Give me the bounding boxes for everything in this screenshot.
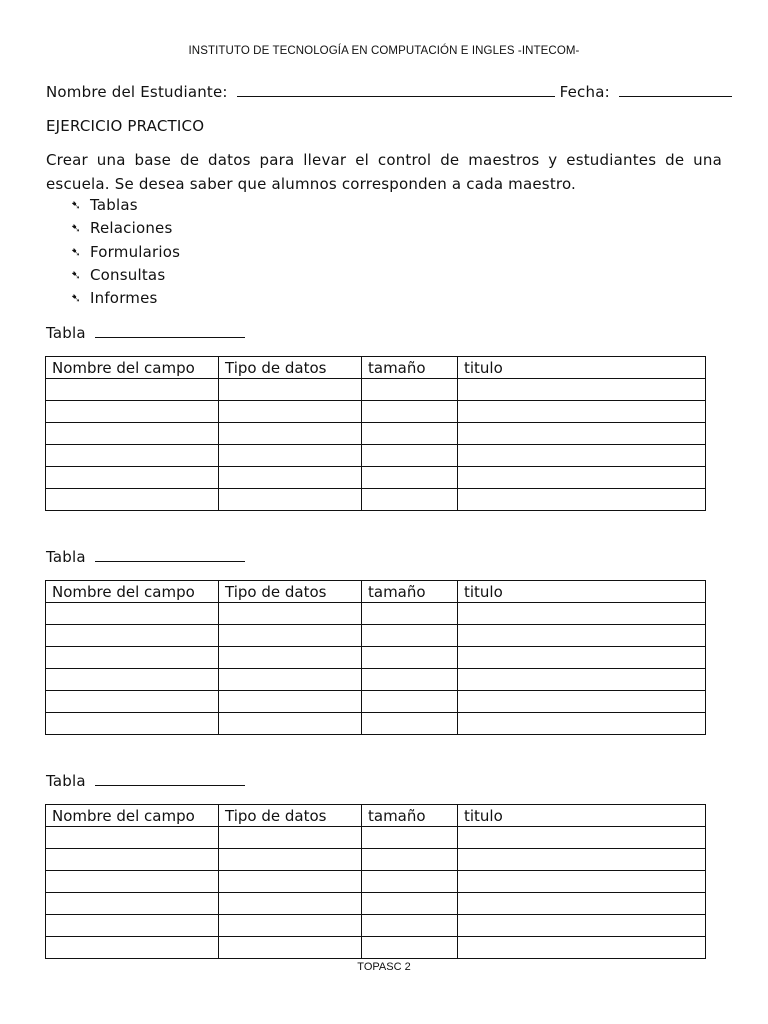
table-cell[interactable] <box>219 379 362 401</box>
table-cell[interactable] <box>46 625 219 647</box>
institute-header: INSTITUTO DE TECNOLOGÍA EN COMPUTACIÓN E INGLES -INTECOM- <box>188 45 580 57</box>
date-label: Fecha: <box>559 83 610 101</box>
table-header-row <box>46 805 706 827</box>
list-item-label: Informes <box>90 289 158 308</box>
table-cell[interactable] <box>458 827 706 849</box>
exercise-description: Crear una base de datos para llevar el control de maestros y estudiantes de una escuela. Se desea saber que alumnos corresponden a cada maestro. <box>46 151 722 193</box>
table-cell[interactable] <box>458 603 706 625</box>
table-row <box>46 401 706 423</box>
table-cell[interactable] <box>458 401 706 423</box>
table-cell[interactable] <box>362 691 458 713</box>
table-row <box>46 647 706 669</box>
column-header: Nombre del campo <box>46 357 219 379</box>
table-cell[interactable] <box>219 915 362 937</box>
table-cell[interactable] <box>362 871 458 893</box>
table-cell[interactable] <box>458 691 706 713</box>
list-item <box>68 194 180 217</box>
table-cell[interactable] <box>219 603 362 625</box>
table-cell[interactable] <box>458 871 706 893</box>
table-cell[interactable] <box>219 937 362 959</box>
column-header: titulo <box>458 581 706 603</box>
table-cell[interactable] <box>46 849 219 871</box>
table-cell[interactable] <box>362 647 458 669</box>
table-cell[interactable] <box>458 423 706 445</box>
wave-arrow-icon: ➷ <box>70 267 82 282</box>
table-cell[interactable] <box>46 713 219 735</box>
table-cell[interactable] <box>46 401 219 423</box>
table-cell[interactable] <box>362 669 458 691</box>
table-row <box>46 937 706 959</box>
table-cell[interactable] <box>458 669 706 691</box>
list-item-label: Relaciones <box>90 219 173 238</box>
table-cell[interactable] <box>219 691 362 713</box>
table-cell[interactable] <box>219 647 362 669</box>
table-cell[interactable] <box>458 849 706 871</box>
table-cell[interactable] <box>219 445 362 467</box>
column-header: Tipo de datos <box>219 581 362 603</box>
table-cell[interactable] <box>362 489 458 511</box>
column-header: Nombre del campo <box>46 805 219 827</box>
table-cell[interactable] <box>46 871 219 893</box>
list-item-label: Consultas <box>90 265 166 284</box>
table-cell[interactable] <box>46 647 219 669</box>
table-name-line <box>46 547 245 566</box>
table-cell[interactable] <box>362 937 458 959</box>
table-row <box>46 625 706 647</box>
column-header: Tipo de datos <box>219 357 362 379</box>
table-name-blank[interactable] <box>95 323 245 338</box>
table-cell[interactable] <box>219 401 362 423</box>
table-cell[interactable] <box>219 827 362 849</box>
wave-arrow-icon: ➷ <box>70 198 82 212</box>
table-row <box>46 423 706 445</box>
table-cell[interactable] <box>458 379 706 401</box>
wave-arrow-icon: ➷ <box>70 244 82 259</box>
list-item-label: Formularios <box>90 242 181 261</box>
table-cell[interactable] <box>46 937 219 959</box>
student-name-label: Nombre del Estudiante: <box>46 83 228 101</box>
date-blank[interactable] <box>619 82 732 97</box>
table-name-label: Tabla <box>46 772 86 790</box>
table-cell[interactable] <box>46 445 219 467</box>
table-cell[interactable] <box>219 849 362 871</box>
table-cell[interactable] <box>362 827 458 849</box>
table-cell[interactable] <box>46 827 219 849</box>
table-name-line <box>46 771 245 790</box>
table-row <box>46 669 706 691</box>
table-cell[interactable] <box>458 467 706 489</box>
page-footer: TOPASC 2 <box>357 961 411 973</box>
table-cell[interactable] <box>219 871 362 893</box>
table-row <box>46 713 706 735</box>
list-item <box>68 287 180 310</box>
table-header-row <box>46 357 706 379</box>
list-item-label: Tablas <box>90 196 138 214</box>
table-row <box>46 603 706 625</box>
table-cell[interactable] <box>219 467 362 489</box>
table-cell[interactable] <box>458 893 706 915</box>
table-row <box>46 849 706 871</box>
table-row <box>46 691 706 713</box>
table-cell[interactable] <box>362 445 458 467</box>
list-item <box>68 241 180 264</box>
fields-table <box>45 356 706 511</box>
column-header: Tipo de datos <box>219 805 362 827</box>
table-cell[interactable] <box>219 669 362 691</box>
table-row <box>46 379 706 401</box>
table-cell[interactable] <box>46 603 219 625</box>
table-cell[interactable] <box>219 713 362 735</box>
table-row <box>46 827 706 849</box>
table-cell[interactable] <box>46 467 219 489</box>
table-name-label: Tabla <box>46 548 86 566</box>
fields-table <box>45 804 706 959</box>
table-cell[interactable] <box>362 467 458 489</box>
table-cell[interactable] <box>219 893 362 915</box>
student-name-blank[interactable] <box>237 82 555 97</box>
table-name-blank[interactable] <box>95 771 245 786</box>
column-header: tamaño <box>362 357 458 379</box>
table-name-label: Tabla <box>46 324 86 342</box>
table-cell[interactable] <box>458 445 706 467</box>
table-cell[interactable] <box>458 915 706 937</box>
column-header: titulo <box>458 805 706 827</box>
table-row <box>46 871 706 893</box>
table-row <box>46 915 706 937</box>
table-cell[interactable] <box>46 379 219 401</box>
table-cell[interactable] <box>46 915 219 937</box>
wave-arrow-icon: ➷ <box>70 291 82 306</box>
wave-arrow-icon: ➷ <box>70 221 82 236</box>
table-row <box>46 489 706 511</box>
table-cell[interactable] <box>219 489 362 511</box>
fields-table <box>45 580 706 735</box>
column-header: tamaño <box>362 805 458 827</box>
table-cell[interactable] <box>458 647 706 669</box>
list-item <box>68 217 180 240</box>
table-cell[interactable] <box>219 423 362 445</box>
student-date-line <box>46 82 732 101</box>
table-cell[interactable] <box>458 937 706 959</box>
list-item <box>68 264 180 287</box>
column-header: titulo <box>458 357 706 379</box>
topic-list <box>68 194 180 310</box>
table-cell[interactable] <box>46 669 219 691</box>
table-cell[interactable] <box>362 713 458 735</box>
table-row <box>46 467 706 489</box>
table-cell[interactable] <box>458 625 706 647</box>
table-header-row <box>46 581 706 603</box>
table-cell[interactable] <box>362 423 458 445</box>
table-cell[interactable] <box>46 423 219 445</box>
table-row <box>46 445 706 467</box>
exercise-title: EJERCICIO PRACTICO <box>46 117 205 135</box>
table-cell[interactable] <box>362 849 458 871</box>
table-cell[interactable] <box>362 893 458 915</box>
table-row <box>46 893 706 915</box>
table-cell[interactable] <box>458 489 706 511</box>
table-cell[interactable] <box>46 691 219 713</box>
table-name-blank[interactable] <box>95 547 245 562</box>
column-header: Nombre del campo <box>46 581 219 603</box>
table-cell[interactable] <box>46 489 219 511</box>
table-cell[interactable] <box>362 625 458 647</box>
table-cell[interactable] <box>362 915 458 937</box>
table-cell[interactable] <box>458 713 706 735</box>
table-cell[interactable] <box>362 379 458 401</box>
table-cell[interactable] <box>46 893 219 915</box>
table-cell[interactable] <box>362 401 458 423</box>
table-name-line <box>46 323 245 342</box>
column-header: tamaño <box>362 581 458 603</box>
table-cell[interactable] <box>362 603 458 625</box>
table-cell[interactable] <box>219 625 362 647</box>
